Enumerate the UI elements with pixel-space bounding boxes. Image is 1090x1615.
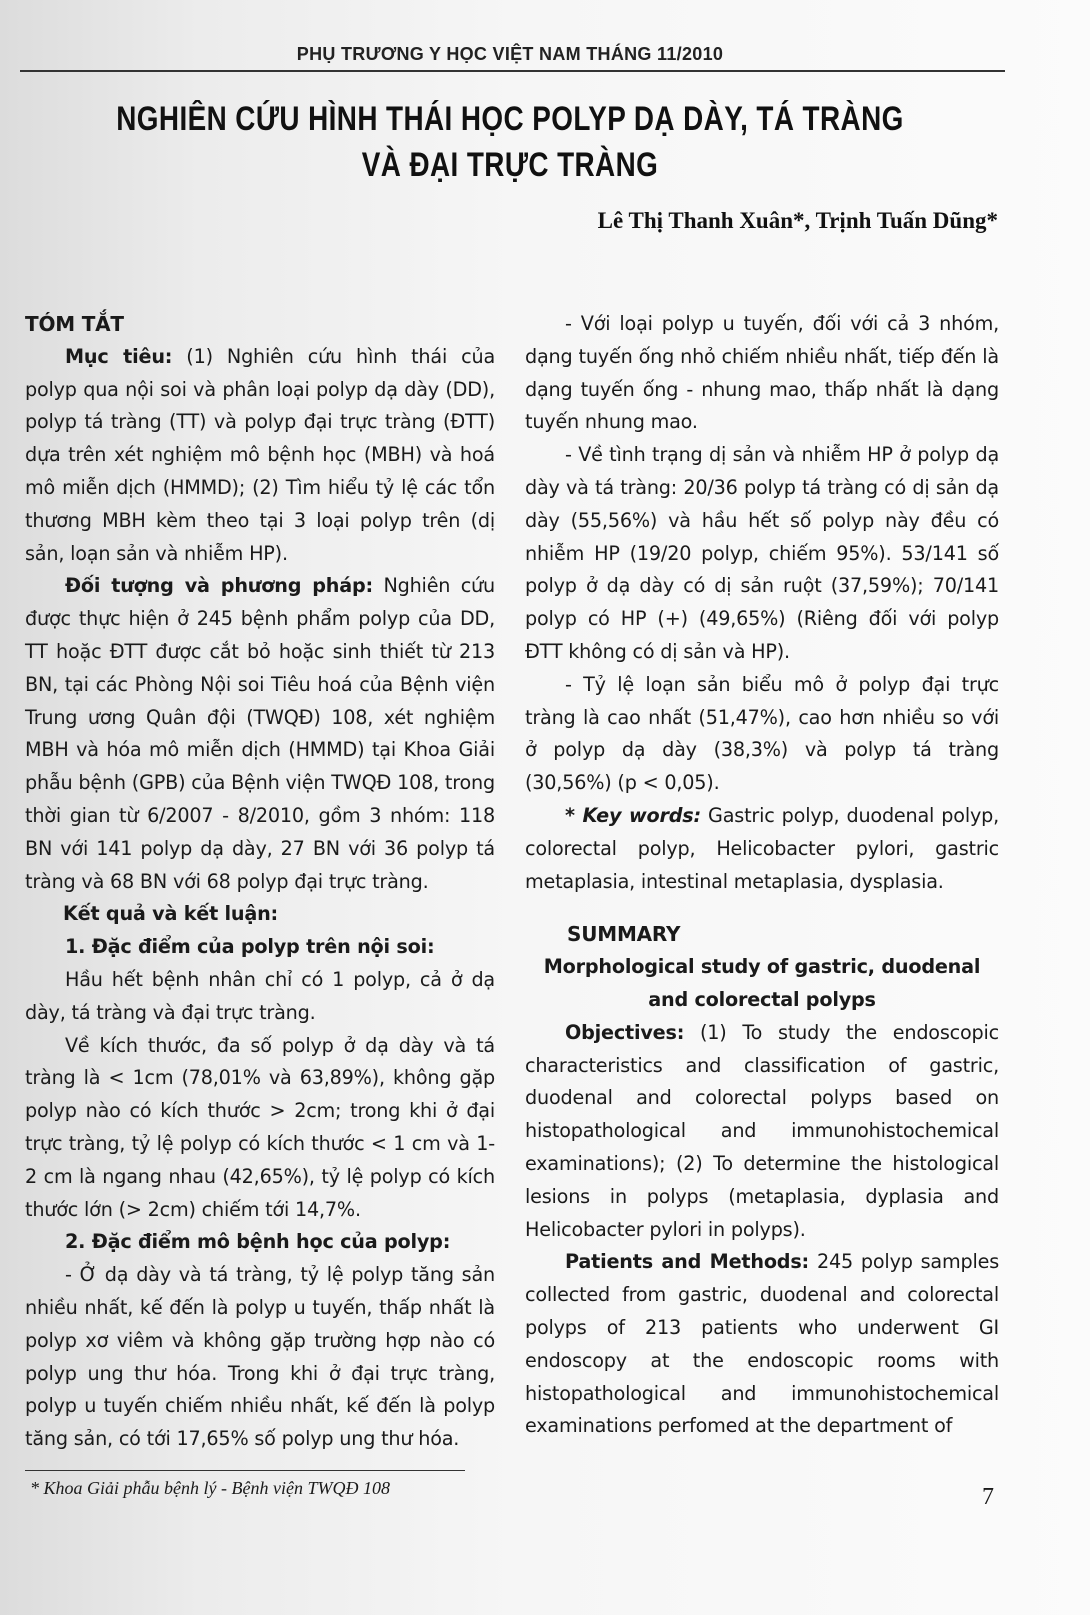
left-column [25,308,495,1501]
title-line-1 [92,96,928,142]
title-line-2 [92,142,928,188]
page-number: 7 [982,1484,994,1511]
section-2-heading: 2. Đặc điểm mô bệnh học của polyp: [65,1230,451,1254]
objectives-en-label: Objectives: [565,1020,685,1044]
right-column [525,308,999,1511]
keywords-label: * Key words: [565,803,701,827]
methods-en-text: 245 polyp samples collected from gastric, duodenal and colorectal polyps of 213 patients who underwent GI endoscopy at the endoscopic rooms with histopathological and immunohistochemical examinations perfomed at the department of [525,1250,999,1438]
results-label: Kết quả và kết luận: [63,902,279,926]
summary-title-line-1: Morphological study of gastric, duodenal [543,955,981,979]
abstract-heading: TÓM TẮT [25,312,124,336]
methods-en-label: Patients and Methods: [565,1250,810,1274]
authors: Lê Thị Thanh Xuân*, Trịnh Tuấn Dũng* [597,208,998,233]
methods-paragraph [25,570,495,898]
keywords-text: Gastric polyp, duodenal polyp, colorectal polyp, Helicobacter pylori, gastric metaplasia, intestinal metaplasia, dysplasia. [525,803,999,893]
title-line-1-text: NGHIÊN CỨU HÌNH THÁI HỌC POLYP DẠ DÀY, TÁ TRÀNG [116,100,904,138]
dysplasia-paragraph: - Tỷ lệ loạn sản biểu mô ở polyp đại trực tràng là cao nhất (51,47%), cao hơn nhiều so với ở polyp dạ dày (38,3%) và polyp tá tràng (30,56%) (p < 0,05). [525,672,999,795]
summary-heading: SUMMARY [567,922,681,947]
article-title [92,96,928,188]
objectives-en-paragraph [525,1017,999,1247]
section-1-paragraph-2: Về kích thước, đa số polyp ở dạ dày và tá tràng là < 1cm (78,01% và 63,89%), không gặp polyp nào có kích thước > 2cm; trong khi ở đại trực tràng, tỷ lệ polyp có kích thước < 1 cm và 1-2 cm là ngang nhau (42,65%), tỷ lệ polyp có kích thước lớn (> 2cm) chiếm tới 14,7%. [25,1033,495,1221]
methods-en-paragraph [525,1246,999,1443]
adenoma-paragraph: - Với loại polyp u tuyến, đối với cả 3 nhóm, dạng tuyến ống nhỏ chiếm nhiều nhất, tiếp đến là dạng tuyến ống - nhung mao, thấp nhất là dạng tuyến nhung mao. [525,312,999,434]
methods-label: Đối tượng và phương pháp: [65,574,374,598]
header-rule [20,70,1005,72]
running-head: PHỤ TRƯƠNG Y HỌC VIỆT NAM THÁNG 11/2010 [296,44,724,64]
footnote-rule [25,1470,465,1471]
objectives-label: Mục tiêu: [65,344,173,368]
methods-text: Nghiên cứu được thực hiện ở 245 bệnh phẩm polyp của DD, TT hoặc ĐTT được cắt bỏ hoặc sinh thiết từ 213 BN, tại các Phòng Nội soi Tiêu hoá của Bệnh viện Trung ương Quân đội (TWQĐ) 108, xét nghiệm MBH và hóa mô miễn dịch (HMMD) tại Khoa Giải phẫu bệnh (GPB) của Bệnh viện TWQĐ 108, trong thời gian từ 6/2007 - 8/2010, gồm 3 nhóm: 118 BN với 141 polyp dạ dày, 27 BN với 36 polyp tá tràng và 68 BN với 68 polyp đại trực tràng. [25,574,495,893]
keywords-paragraph [525,800,999,898]
section-1-paragraph-1: Hầu hết bệnh nhân chỉ có 1 polyp, cả ở dạ dày, tá tràng và đại trực tràng. [25,967,495,1024]
objectives-paragraph [25,341,495,571]
title-line-2-text: VÀ ĐẠI TRỰC TRÀNG [361,146,659,184]
section-1-heading: 1. Đặc điểm của polyp trên nội soi: [65,935,435,959]
objectives-en-text: (1) To study the endoscopic characteristics and classification of gastric, duodenal and colorectal polyps based on histopathological and immunohistochemical examinations); (2) To determine the histological lesions in polyps (metaplasia, dyplasia and Helicobacter pylori in polyps). [525,1020,999,1241]
metaplasia-paragraph: - Về tình trạng dị sản và nhiễm HP ở polyp dạ dày và tá tràng: 20/36 polyp tá tràng có dị sản dạ dày (55,56%) và hầu hết số polyp này đều có nhiễm HP (19/20 polyp, chiếm 95%). 53/141 số polyp ở dạ dày có dị sản ruột (37,59%); 70/141 polyp có HP (+) (49,65%) (Riêng đối với polyp ĐTT không có dị sản và HP). [525,443,999,663]
objectives-text: (1) Nghiên cứu hình thái của polyp qua nội soi và phân loại polyp dạ dày (DD), polyp tá tràng (TT) và polyp đại trực tràng (ĐTT) dựa trên xét nghiệm mô bệnh học (MBH) và hoá mô miễn dịch (HMMD); (2) Tìm hiểu tỷ lệ các tổn thương MBH kèm theo tại 3 loại polyp trên (dị sản, loạn sản và nhiễm HP). [25,344,495,565]
summary-title-line-2: and colorectal polyps [648,987,876,1011]
footnote: * Khoa Giải phẫu bệnh lý - Bệnh viện TWQĐ 108 [30,1477,390,1498]
section-2-paragraph-1: - Ở dạ dày và tá tràng, tỷ lệ polyp tăng sản nhiều nhất, kế đến là polyp u tuyến, thấp nhất là polyp xơ viêm và không gặp trường hợp nào có polyp ung thư hóa. Trong khi ở đại trực tràng, polyp u tuyến chiếm nhiều nhất, kế đến là polyp tăng sản, có tới 17,65% số polyp ung thư hóa. [25,1263,495,1451]
